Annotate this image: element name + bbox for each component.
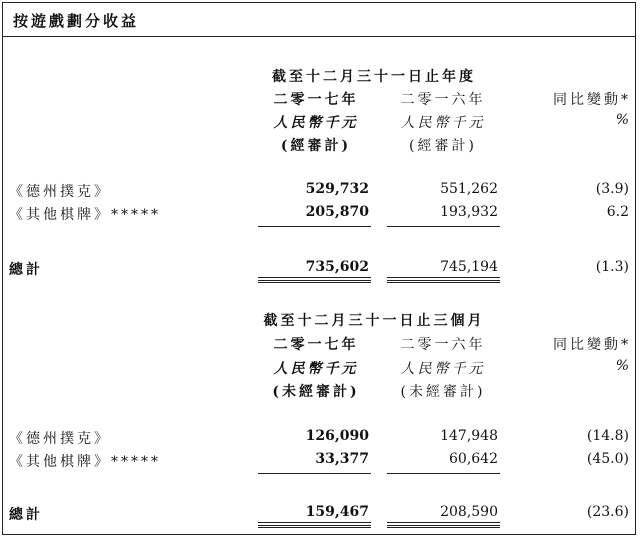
revenue-table-frame (2, 2, 636, 535)
row-change: (14.8) (586, 428, 629, 444)
col-2016-year: 二零一六年 (400, 92, 486, 108)
row-change: (3.9) (595, 181, 629, 197)
col-2017-audit: (未經審計) (272, 384, 360, 400)
total-value-2016: 745,194 (440, 259, 498, 275)
subtotal-rule (387, 473, 500, 474)
row-label: 《德州撲克》 (9, 184, 111, 200)
total-value-2017: 159,467 (305, 504, 369, 520)
row-change: (45.0) (586, 451, 629, 467)
col-2016-audit: (經審計) (409, 138, 477, 154)
row-value-2016: 147,948 (440, 428, 498, 444)
col-2016-unit: 人民幣千元 (400, 115, 486, 131)
row-value-2017: 126,090 (305, 428, 369, 444)
total-rule-double (258, 525, 371, 528)
total-value-2016: 208,590 (440, 504, 498, 520)
col-change-unit: % (615, 358, 629, 374)
table-title-row (3, 3, 635, 37)
total-rule-top (258, 277, 371, 278)
total-rule-double (258, 280, 371, 283)
period-header-year: 截至十二月三十一日止年度 (272, 69, 476, 85)
total-change: (23.6) (586, 504, 629, 520)
col-change-unit: % (615, 112, 629, 128)
total-rule-double (387, 525, 500, 528)
col-2017-year: 二零一七年 (273, 92, 359, 108)
subtotal-rule (258, 473, 371, 474)
row-value-2016: 60,642 (449, 451, 498, 467)
col-change-header: 同比變動* (553, 337, 631, 353)
row-label: 《其他棋牌》***** (9, 454, 161, 470)
row-value-2017: 205,870 (305, 204, 369, 220)
col-2017-year: 二零一七年 (273, 337, 359, 353)
row-value-2016: 551,262 (440, 181, 498, 197)
total-rule-double (387, 280, 500, 283)
total-change: (1.3) (595, 259, 629, 275)
row-label: 《德州撲克》 (9, 431, 111, 447)
col-2017-unit: 人民幣千元 (273, 361, 359, 377)
subtotal-rule (387, 226, 500, 227)
col-2017-unit: 人民幣千元 (273, 115, 359, 131)
period-header-quarter: 截至十二月三十一日止三個月 (263, 313, 485, 329)
row-value-2017: 529,732 (305, 181, 369, 197)
total-value-2017: 735,602 (305, 259, 369, 275)
col-2016-unit: 人民幣千元 (400, 361, 486, 377)
row-value-2017: 33,377 (315, 451, 369, 467)
total-rule-top (258, 522, 371, 523)
total-label: 總計 (9, 262, 43, 278)
row-change: 6.2 (606, 204, 629, 220)
table-title: 按遊戲劃分收益 (13, 12, 140, 30)
row-value-2016: 193,932 (440, 204, 498, 220)
total-rule-top (387, 522, 500, 523)
subtotal-rule (258, 226, 371, 227)
col-2017-audit: (經審計) (280, 138, 352, 154)
col-2016-year: 二零一六年 (400, 337, 486, 353)
row-label: 《其他棋牌》***** (9, 207, 161, 223)
total-rule-top (387, 277, 500, 278)
col-2016-audit: (未經審計) (400, 384, 486, 400)
total-label: 總計 (9, 507, 43, 523)
col-change-header: 同比變動* (553, 92, 631, 108)
